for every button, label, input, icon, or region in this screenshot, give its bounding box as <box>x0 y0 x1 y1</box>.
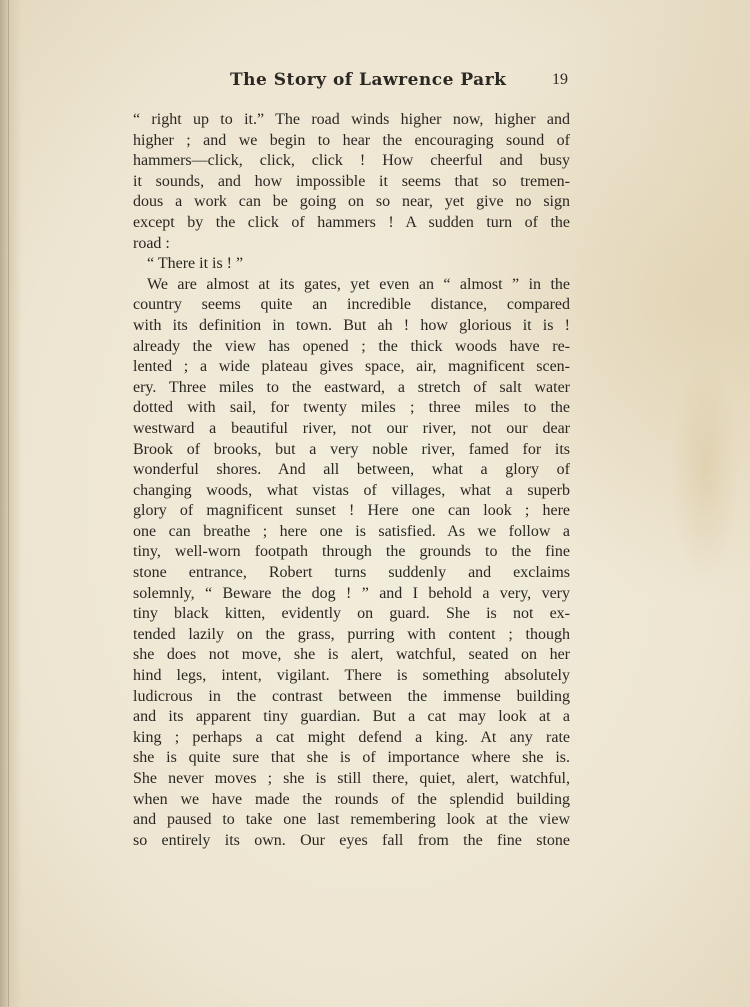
text-line: hind legs, intent, vigilant. There is something absolutely <box>133 667 570 685</box>
text-line: She never moves ; she is still there, quiet, alert, watchful, <box>133 770 570 787</box>
page-header <box>130 70 570 100</box>
text-line: dotted with sail, for twenty miles ; three miles to the <box>133 399 570 417</box>
running-title: The Story of Lawrence Park <box>230 70 507 90</box>
text-line: ludicrous in the contrast between the immense building <box>133 687 570 705</box>
text-line: Brook of brooks, but a very noble river, famed for its <box>133 440 570 458</box>
text-line: with its definition in town. But ah ! how glorious it is ! <box>133 316 570 334</box>
text-line: solemnly, “ Beware the dog ! ” and I behold a very, very <box>133 584 570 602</box>
paper-stain <box>670 360 740 580</box>
text-line: glory of magnificent sunset ! Here one can look ; here <box>133 502 570 520</box>
text-line: westward a beautiful river, not our river, not our dear <box>133 419 570 437</box>
gutter-shadow <box>0 0 22 1007</box>
text-line: she does not move, she is alert, watchful, seated on her <box>133 646 570 664</box>
text-line: when we have made the rounds of the splendid building <box>133 790 570 808</box>
text-line: changing woods, what vistas of villages, what a superb <box>133 481 570 499</box>
text-line: dous a work can be going on so near, yet give no sign <box>133 193 570 211</box>
text-line: it sounds, and how impossible it seems that so tremen- <box>133 172 570 190</box>
text-line: higher ; and we begin to hear the encouraging sound of <box>133 131 570 149</box>
text-line: tiny black kitten, evidently on guard. She is not ex- <box>133 605 570 623</box>
text-line: so entirely its own. Our eyes fall from the fine stone <box>133 831 570 849</box>
text-line: and its apparent tiny guardian. But a cat may look at a <box>133 708 570 726</box>
text-line: tended lazily on the grass, purring with content ; though <box>133 625 570 643</box>
text-line: and paused to take one last remembering look at the view <box>133 811 570 829</box>
text-line: wonderful shores. And all between, what a glory of <box>133 461 570 479</box>
text-line: stone entrance, Robert turns suddenly and exclaims <box>133 564 570 582</box>
text-line: “ right up to it.” The road winds higher now, higher and <box>133 111 570 128</box>
body-text <box>133 110 570 851</box>
text-line: We are almost at its gates, yet even an “ almost ” in the <box>147 275 570 293</box>
page-number: 19 <box>552 71 568 88</box>
text-line: ery. Three miles to the eastward, a stretch of salt water <box>133 378 570 396</box>
text-line: one can breathe ; here one is satisfied. As we follow a <box>133 522 570 540</box>
text-line: king ; perhaps a cat might defend a king. At any rate <box>133 728 570 746</box>
text-line: lented ; a wide plateau gives space, air, magnificent scen- <box>133 358 570 376</box>
text-line: road : <box>133 234 170 252</box>
text-line: “ There it is ! ” <box>147 255 244 273</box>
text-line: except by the click of hammers ! A sudden turn of the <box>133 213 570 231</box>
page-edge <box>8 0 9 1007</box>
text-line: she is quite sure that she is of importance where she is. <box>133 749 570 767</box>
text-line: already the view has opened ; the thick woods have re- <box>133 337 570 355</box>
text-line: country seems quite an incredible distance, compared <box>133 296 570 314</box>
text-line: tiny, well-worn footpath through the grounds to the fine <box>133 543 570 561</box>
text-line: hammers—click, click, click ! How cheerful and busy <box>133 152 570 170</box>
